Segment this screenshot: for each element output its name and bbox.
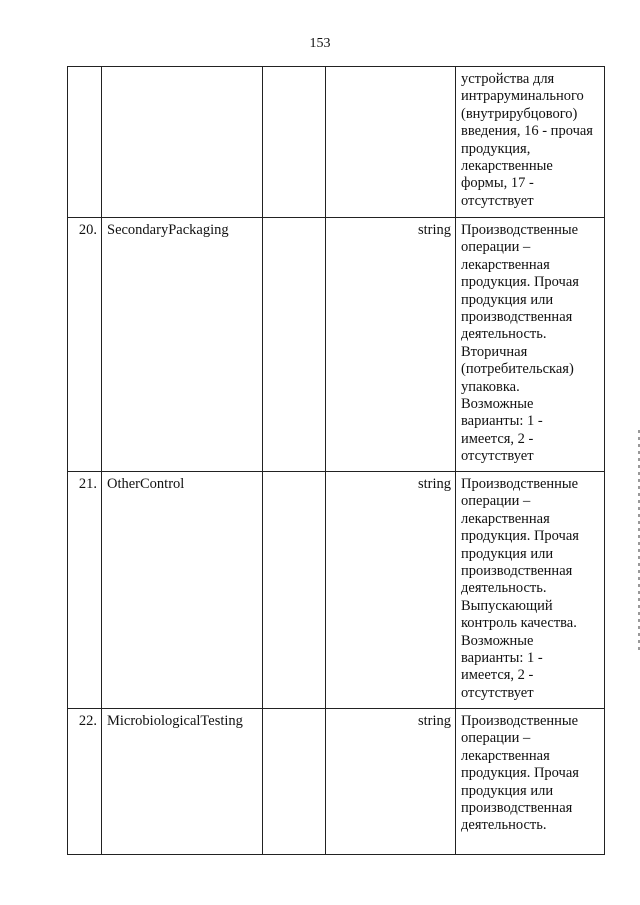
- description-line: продукция. Прочая: [461, 765, 579, 782]
- description-line: введения, 16 - прочая: [461, 123, 593, 140]
- table-row: [68, 218, 605, 472]
- page-number: 153: [309, 36, 331, 51]
- row-number-cell: 21.: [68, 472, 102, 709]
- description-line: лекарственная: [461, 747, 550, 764]
- field-name-cell: MicrobiologicalTesting: [102, 709, 263, 855]
- description-line: Выпускающий: [461, 597, 553, 614]
- description-line: (потребительская): [461, 361, 574, 378]
- description-line: продукция или: [461, 545, 554, 562]
- description-line: Производственные: [461, 222, 579, 238]
- field-description-cell: [456, 472, 605, 709]
- description-line: лекарственная: [461, 510, 550, 527]
- description-line: производственная: [461, 563, 573, 580]
- empty-cell: [263, 67, 326, 218]
- empty-cell: [263, 709, 326, 855]
- description-line: (внутрирубцового): [461, 105, 578, 122]
- description-line: деятельность.: [461, 326, 547, 343]
- field-type-cell: string: [326, 472, 456, 709]
- field-description-cell: [456, 709, 605, 855]
- row-number-cell: 22.: [68, 709, 102, 855]
- description-line: продукция или: [461, 782, 554, 799]
- description-line: операции –: [461, 239, 531, 256]
- description-line: продукция. Прочая: [461, 274, 579, 291]
- field-description-cell: [456, 218, 605, 472]
- field-name-cell: SecondaryPackaging: [102, 218, 263, 472]
- description-line: операции –: [461, 730, 531, 747]
- description-line: контроль качества.: [461, 615, 577, 632]
- description-line: интраруминального: [461, 88, 584, 105]
- empty-cell: [263, 218, 326, 472]
- table-row: [68, 472, 605, 709]
- description-line: Вторичная: [461, 343, 528, 360]
- description-line: отсутствует: [461, 448, 534, 465]
- description-line: производственная: [461, 800, 573, 817]
- table-row: [68, 67, 605, 218]
- field-name-cell: [102, 67, 263, 218]
- row-number-cell: 20.: [68, 218, 102, 472]
- empty-cell: [263, 472, 326, 709]
- description-line: Возможные: [461, 396, 534, 413]
- description-line: устройства для: [461, 71, 555, 87]
- field-type-cell: [326, 67, 456, 218]
- description-line: имеется, 2 -: [461, 430, 534, 447]
- description-line: продукция,: [461, 140, 531, 157]
- field-type-cell: string: [326, 218, 456, 472]
- description-line: продукция. Прочая: [461, 528, 579, 545]
- description-line: варианты: 1 -: [461, 413, 543, 430]
- description-line: лекарственная: [461, 256, 550, 273]
- row-number-cell: [68, 67, 102, 218]
- description-line: отсутствует: [461, 192, 534, 209]
- spec-table: [67, 66, 605, 855]
- description-line: Возможные: [461, 632, 534, 649]
- description-line: лекарственные: [461, 158, 553, 175]
- description-line: Производственные: [461, 713, 579, 729]
- description-line: операции –: [461, 493, 531, 510]
- field-name-cell: OtherControl: [102, 472, 263, 709]
- description-line: отсутствует: [461, 684, 534, 701]
- description-line: упаковка.: [461, 378, 520, 395]
- description-line: формы, 17 -: [461, 175, 534, 192]
- table-row: [68, 709, 605, 855]
- description-line: продукция или: [461, 291, 554, 308]
- description-line: варианты: 1 -: [461, 650, 543, 667]
- description-line: Производственные: [461, 476, 579, 492]
- description-line: имеется, 2 -: [461, 667, 534, 684]
- description-line: деятельность.: [461, 817, 547, 834]
- description-line: производственная: [461, 309, 573, 326]
- field-description-cell: [456, 67, 605, 218]
- field-type-cell: string: [326, 709, 456, 855]
- description-line: деятельность.: [461, 580, 547, 597]
